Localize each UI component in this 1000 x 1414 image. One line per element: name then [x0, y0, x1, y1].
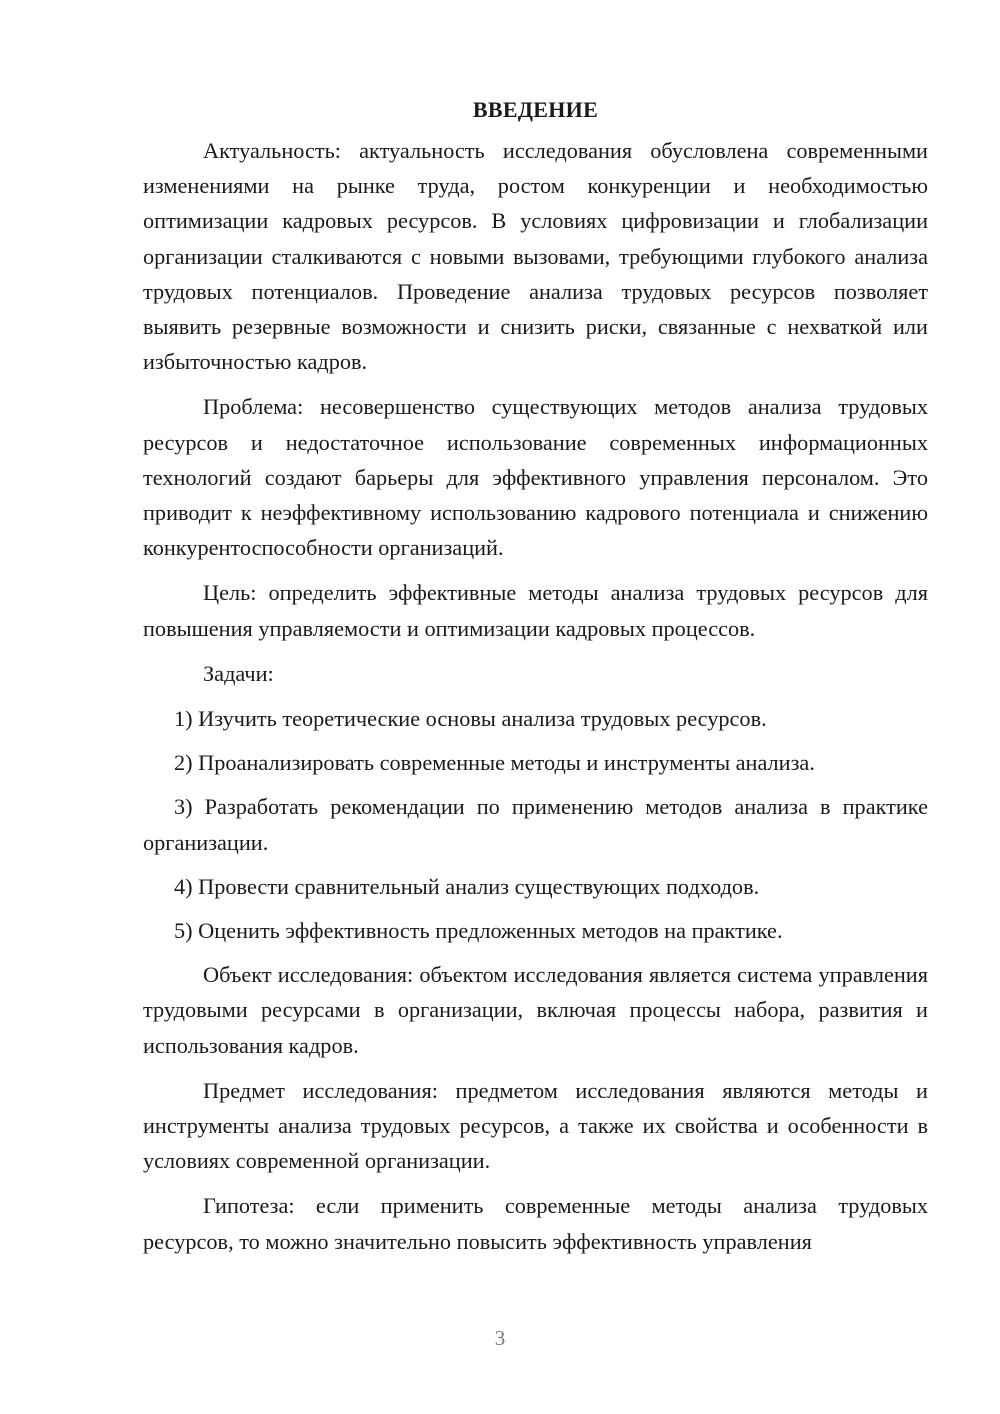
problem-paragraph: Проблема: несовершенство существующих методов анализа трудовых ресурсов и недостаточное использование современных информационных технологий создают барьеры для эффективного управления персоналом. Это приводит к неэффективному использованию кадрового потенциала и снижению конкурентоспособности организаций. [143, 394, 928, 561]
page-number: 3 [494, 1326, 506, 1350]
task-item-1: 1) Изучить теоретические основы анализа трудовых ресурсов. [174, 706, 767, 732]
task-item-3: 3) Разработать рекомендации по применению методов анализа в практике организации. [143, 794, 928, 855]
object-paragraph: Объект исследования: объектом исследования является система управления трудовыми ресурсами в организации, включая процессы набора, развития и использования кадров. [143, 962, 928, 1058]
relevance-paragraph: Актуальность: актуальность исследования обусловлена современными изменениями на рынке труда, ростом конкуренции и необходимостью оптимизации кадровых ресурсов. В условиях цифровизации и глобализации организации сталкиваются с новыми вызовами, требующими глубокого анализа трудовых потенциалов. Проведение анализа трудовых ресурсов позволяет выявить резервные возможности и снизить риски, связанные с нехваткой или избыточностью кадров. [143, 138, 928, 375]
document-page [143, 92, 928, 1269]
goal-paragraph: Цель: определить эффективные методы анализа трудовых ресурсов для повышения управляемости и оптимизации кадровых процессов. [143, 580, 928, 641]
task-item-2: 2) Проанализировать современные методы и инструменты анализа. [174, 750, 815, 776]
task-item-4: 4) Провести сравнительный анализ существующих подходов. [174, 873, 760, 899]
tasks-heading: Задачи: [203, 660, 274, 686]
task-item-5: 5) Оценить эффективность предложенных методов на практике. [174, 918, 783, 944]
subject-paragraph: Предмет исследования: предметом исследования являются методы и инструменты анализа трудовых ресурсов, а также их свойства и особенности в условиях современной организации. [143, 1077, 928, 1174]
hypothesis-paragraph: Гипотеза: если применить современные методы анализа трудовых ресурсов, то можно значительно повысить эффективность управления [143, 1193, 928, 1254]
section-title: ВВЕДЕНИЕ [472, 97, 599, 122]
